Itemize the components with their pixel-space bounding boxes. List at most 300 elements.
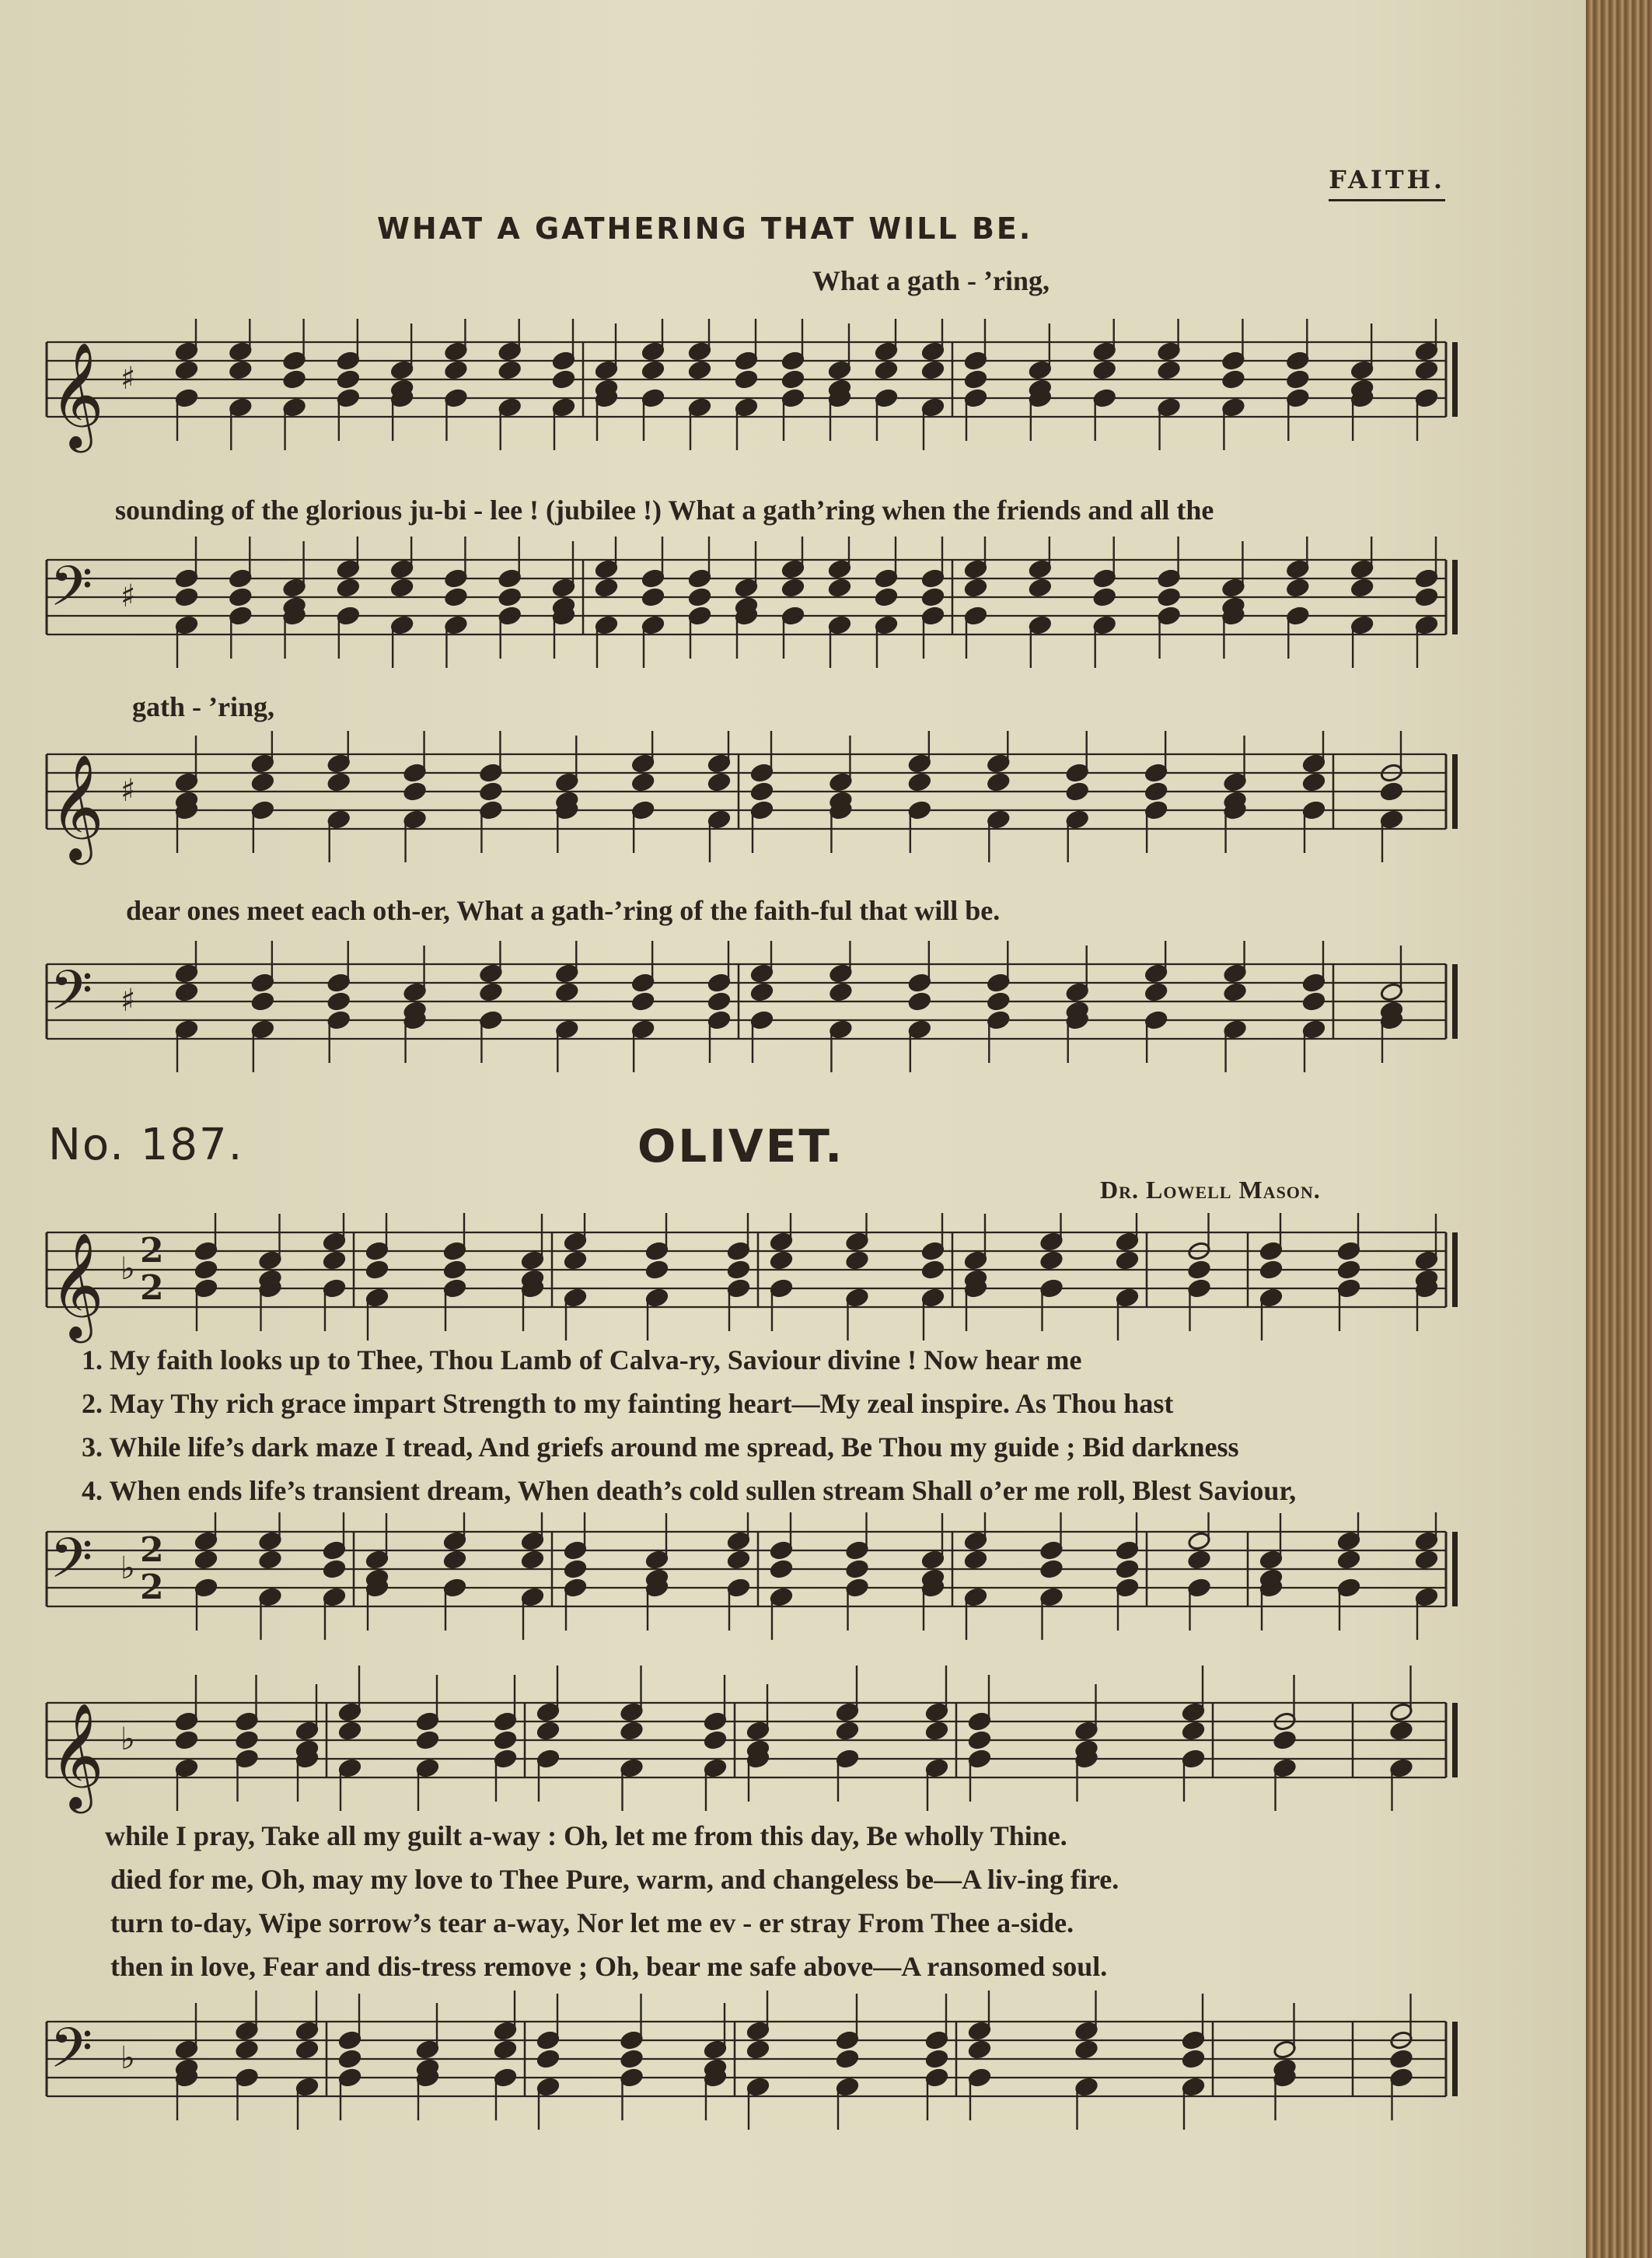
note-head — [829, 982, 853, 1002]
note-head — [282, 397, 306, 418]
note-head — [595, 559, 619, 579]
note-head — [987, 772, 1011, 792]
note-head — [251, 991, 275, 1012]
note-head — [175, 360, 199, 380]
note-head — [875, 388, 899, 408]
note-head — [390, 360, 414, 380]
note-head — [968, 1730, 992, 1750]
verse-line: died for me, Oh, may my love to Thee Pure, warm, and changeless be—A liv-ing fire. — [110, 1864, 1119, 1895]
note-head — [1074, 1721, 1098, 1741]
note-head — [444, 587, 468, 607]
note-head — [416, 1758, 440, 1778]
verse-line: 1. My faith looks up to Thee, Thou Lamb of Calva-ry, Saviour divine ! Now hear me — [82, 1344, 1082, 1375]
note-head — [479, 982, 503, 1002]
note-head — [194, 1260, 218, 1280]
note-head — [845, 1578, 869, 1598]
note-head — [829, 1019, 853, 1040]
note-head — [908, 800, 932, 820]
flat-icon: ♭ — [120, 1251, 135, 1287]
note-head — [498, 606, 522, 626]
note-head — [1157, 360, 1181, 380]
note-head — [921, 587, 945, 607]
final-barline — [1452, 754, 1458, 829]
note-head — [258, 1587, 282, 1607]
note-head — [645, 1241, 669, 1261]
note-head — [1302, 1019, 1326, 1040]
note-head — [494, 2040, 518, 2060]
note-head — [1350, 578, 1374, 598]
note-head — [845, 1559, 869, 1579]
note-head — [555, 963, 579, 984]
note-head — [1065, 982, 1089, 1002]
note-head — [750, 800, 774, 820]
final-barline — [1452, 342, 1458, 417]
note-head — [1221, 369, 1245, 390]
note-head — [645, 1260, 669, 1280]
note-head — [390, 559, 414, 579]
note-head — [1116, 1559, 1140, 1579]
note-head — [1029, 615, 1053, 635]
note-head — [987, 973, 1011, 993]
note-head — [964, 1531, 988, 1551]
note-head — [836, 2077, 860, 2097]
note-head — [620, 1758, 644, 1778]
note-head — [1221, 397, 1245, 418]
note-head — [175, 1711, 199, 1732]
note-head — [251, 772, 275, 792]
note-head — [707, 809, 732, 830]
treble-clef-icon: 𝄞 — [50, 1701, 104, 1809]
note-head — [1302, 973, 1326, 993]
verse-line: 4. When ends life’s transient dream, When death’s cold sullen stream Shall o’er me roll, Blest Saviour, — [82, 1475, 1297, 1506]
note-head — [1286, 351, 1310, 371]
note-head — [258, 1250, 282, 1271]
note-head — [295, 1721, 320, 1741]
note-head — [1286, 369, 1310, 390]
note-head — [444, 615, 468, 635]
note-head — [229, 341, 253, 362]
note-head — [337, 351, 361, 371]
note-head — [836, 1721, 860, 1741]
music-staff-bass-3 — [0, 1512, 1586, 1652]
lyric-line: sounding of the glorious ju-bi - lee ! (jubilee !) What a gath’ring when the friends and all the — [115, 495, 1214, 526]
note-head — [416, 1711, 440, 1732]
note-head — [1039, 1250, 1063, 1271]
note-head — [323, 1278, 347, 1299]
note-head — [1415, 388, 1439, 408]
note-head — [875, 341, 899, 362]
note-head — [552, 397, 576, 418]
verse-line: 3. While life’s dark maze I tread, And griefs around me spread, Be Thou my guide ; Bid darkness — [82, 1431, 1239, 1463]
note-head — [338, 2030, 362, 2050]
note-head — [338, 1702, 362, 1722]
note-head — [443, 1550, 467, 1570]
music-staff-treble-2 — [0, 731, 1586, 894]
note-head — [727, 1550, 751, 1570]
note-head — [836, 2049, 860, 2069]
note-head — [704, 1758, 728, 1778]
note-head — [1116, 1232, 1140, 1252]
note-head — [365, 1260, 389, 1280]
note-head — [536, 2030, 561, 2050]
note-head — [746, 2077, 770, 2097]
note-head — [416, 2040, 440, 2060]
note-head — [631, 1019, 655, 1040]
note-head — [925, 1702, 949, 1722]
note-head — [770, 1232, 794, 1252]
note-head — [338, 2049, 362, 2069]
sharp-icon: ♯ — [120, 983, 136, 1019]
note-head — [688, 341, 712, 362]
note-head — [707, 1010, 732, 1030]
note-head — [770, 1278, 794, 1299]
treble-clef-icon: 𝄞 — [50, 1231, 104, 1338]
note-head — [641, 587, 665, 607]
note-head — [337, 369, 361, 390]
note-head — [968, 1749, 992, 1769]
note-head — [1039, 1540, 1063, 1561]
note-head — [727, 1241, 751, 1261]
note-head — [1144, 781, 1168, 802]
note-head — [479, 763, 503, 783]
sharp-icon: ♯ — [120, 578, 136, 614]
note-head — [707, 973, 732, 993]
note-head — [175, 341, 199, 362]
note-head — [323, 1232, 347, 1252]
note-head — [498, 587, 522, 607]
note-head — [688, 568, 712, 589]
note-head — [727, 1531, 751, 1551]
note-head — [964, 388, 988, 408]
note-head — [1074, 2021, 1098, 2041]
note-head — [1380, 982, 1404, 1002]
note-head — [1337, 1578, 1361, 1598]
note-head — [707, 772, 732, 792]
note-head — [258, 1550, 282, 1570]
note-head — [443, 1278, 467, 1299]
music-staff-bass-1 — [0, 537, 1586, 700]
note-head — [964, 369, 988, 390]
note-head — [194, 1550, 218, 1570]
note-head — [1286, 606, 1310, 626]
bass-clef-icon: 𝄢 — [50, 2016, 93, 2094]
note-head — [175, 772, 199, 792]
note-head — [875, 615, 899, 635]
note-head — [235, 1730, 259, 1750]
note-head — [536, 2049, 561, 2069]
note-head — [704, 2040, 728, 2060]
note-head — [1092, 360, 1116, 380]
final-barline — [1452, 2022, 1458, 2096]
note-head — [323, 1559, 347, 1579]
note-head — [750, 982, 774, 1002]
note-head — [845, 1232, 869, 1252]
note-head — [964, 1587, 988, 1607]
note-head — [194, 1241, 218, 1261]
note-head — [1029, 360, 1053, 380]
note-head — [1223, 1019, 1247, 1040]
note-head — [1116, 1250, 1140, 1271]
note-head — [235, 1749, 259, 1769]
note-head — [828, 578, 852, 598]
note-head — [1065, 781, 1089, 802]
note-head — [620, 1721, 644, 1741]
note-head — [564, 1540, 588, 1561]
note-head — [770, 1587, 794, 1607]
note-head — [251, 800, 275, 820]
note-head — [338, 1721, 362, 1741]
note-head — [194, 1578, 218, 1598]
note-head — [229, 397, 253, 418]
final-barline — [1452, 1703, 1458, 1777]
note-head — [390, 615, 414, 635]
note-head — [444, 568, 468, 589]
note-head — [295, 2021, 320, 2041]
note-head — [1259, 1260, 1284, 1280]
time-signature: 2 — [140, 1268, 164, 1308]
note-head — [921, 568, 945, 589]
note-head — [1116, 1540, 1140, 1561]
note-head — [921, 1550, 945, 1570]
note-head — [1182, 1702, 1206, 1722]
note-head — [828, 615, 852, 635]
note-head — [1065, 763, 1089, 783]
note-head — [1157, 606, 1181, 626]
lyric-line: dear ones meet each oth-er, What a gath-’ring of the faith-ful that will be. — [126, 895, 1001, 926]
note-head — [964, 1550, 988, 1570]
note-head — [1389, 1702, 1413, 1722]
note-head — [323, 1250, 347, 1271]
note-head — [175, 587, 199, 607]
final-barline — [1452, 560, 1458, 634]
lyric-line: What a gath - ’ring, — [812, 265, 1050, 296]
note-head — [390, 578, 414, 598]
note-head — [295, 2040, 320, 2060]
note-head — [338, 2068, 362, 2088]
note-head — [631, 973, 655, 993]
note-head — [1039, 1278, 1063, 1299]
note-head — [908, 1019, 932, 1040]
note-head — [595, 578, 619, 598]
note-head — [1029, 578, 1053, 598]
time-signature: 2 — [140, 1231, 164, 1271]
note-head — [564, 1559, 588, 1579]
note-head — [1029, 559, 1053, 579]
treble-clef-icon: 𝄞 — [50, 341, 104, 448]
note-head — [781, 369, 805, 390]
note-head — [1273, 1758, 1297, 1778]
note-head — [964, 559, 988, 579]
final-barline — [1452, 1532, 1458, 1606]
bass-clef-icon: 𝄢 — [50, 554, 93, 632]
note-head — [327, 973, 351, 993]
note-head — [645, 1550, 669, 1570]
note-head — [964, 606, 988, 626]
note-head — [498, 360, 522, 380]
note-head — [595, 615, 619, 635]
note-head — [1259, 1288, 1284, 1308]
note-head — [1157, 568, 1181, 589]
note-head — [641, 341, 665, 362]
note-head — [498, 568, 522, 589]
note-head — [770, 1540, 794, 1561]
note-head — [1380, 809, 1404, 830]
note-head — [908, 973, 932, 993]
composer-credit: Dr. Lowell Mason. — [1100, 1176, 1321, 1204]
note-head — [631, 753, 655, 774]
note-head — [1337, 1241, 1361, 1261]
note-head — [403, 763, 427, 783]
note-head — [908, 991, 932, 1012]
note-head — [925, 2068, 949, 2088]
note-head — [327, 772, 351, 792]
note-head — [875, 568, 899, 589]
note-head — [327, 753, 351, 774]
note-head — [921, 1260, 945, 1280]
music-staff-treble-1 — [0, 319, 1586, 482]
note-head — [235, 2021, 259, 2041]
note-head — [781, 559, 805, 579]
note-head — [229, 568, 253, 589]
note-head — [235, 2068, 259, 2088]
note-head — [845, 1288, 869, 1308]
hymn-title: WHAT A GATHERING THAT WILL BE. — [377, 211, 1033, 246]
note-head — [552, 578, 576, 598]
note-head — [964, 578, 988, 598]
note-head — [1039, 1587, 1063, 1607]
note-head — [1092, 587, 1116, 607]
note-head — [908, 753, 932, 774]
note-head — [1415, 1531, 1439, 1551]
hymn-title: OLIVET. — [637, 1120, 845, 1173]
note-head — [175, 1019, 199, 1040]
music-staff-treble-3 — [0, 1213, 1586, 1345]
note-head — [828, 559, 852, 579]
note-head — [750, 963, 774, 984]
note-head — [1039, 1559, 1063, 1579]
note-head — [175, 388, 199, 408]
note-head — [479, 781, 503, 802]
note-head — [836, 1749, 860, 1769]
note-head — [829, 772, 853, 792]
note-head — [479, 800, 503, 820]
note-head — [175, 963, 199, 984]
note-head — [1182, 2049, 1206, 2069]
verse-line: turn to-day, Wipe sorrow’s tear a-way, Nor let me ev - er stray From Thee a-side. — [110, 1907, 1074, 1938]
music-staff-bass-2 — [0, 941, 1586, 1096]
note-head — [968, 1711, 992, 1732]
note-head — [494, 1711, 518, 1732]
note-head — [921, 606, 945, 626]
note-head — [175, 1758, 199, 1778]
note-head — [1389, 1721, 1413, 1741]
note-head — [829, 963, 853, 984]
note-head — [1415, 1250, 1439, 1271]
note-head — [1350, 615, 1374, 635]
note-head — [403, 809, 427, 830]
note-head — [735, 578, 759, 598]
note-head — [323, 1587, 347, 1607]
note-head — [337, 606, 361, 626]
music-staff-bass-4 — [0, 1991, 1586, 2130]
note-head — [552, 369, 576, 390]
note-head — [337, 578, 361, 598]
note-head — [498, 397, 522, 418]
note-head — [631, 800, 655, 820]
flat-icon: ♭ — [120, 1721, 135, 1757]
bass-clef-icon: 𝄢 — [50, 959, 93, 1036]
note-head — [770, 1250, 794, 1271]
note-head — [1116, 1288, 1140, 1308]
lyric-line: gath - ’ring, — [132, 691, 274, 722]
note-head — [925, 1758, 949, 1778]
note-head — [175, 615, 199, 635]
note-head — [750, 781, 774, 802]
note-head — [564, 1578, 588, 1598]
sharp-icon: ♯ — [120, 361, 136, 397]
note-head — [781, 606, 805, 626]
note-head — [1223, 963, 1247, 984]
note-head — [735, 351, 759, 371]
note-head — [781, 351, 805, 371]
note-head — [987, 991, 1011, 1012]
verse-line: then in love, Fear and dis-tress remove ; Oh, bear me safe above—A ransomed soul. — [110, 1951, 1108, 1982]
note-head — [521, 1531, 545, 1551]
note-head — [479, 963, 503, 984]
note-head — [327, 809, 351, 830]
note-head — [921, 1288, 945, 1308]
flat-icon: ♭ — [120, 2040, 135, 2076]
note-head — [258, 1531, 282, 1551]
note-head — [1221, 351, 1245, 371]
note-head — [735, 369, 759, 390]
note-head — [1187, 1578, 1211, 1598]
note-head — [327, 1010, 351, 1030]
note-head — [620, 2030, 644, 2050]
note-head — [641, 388, 665, 408]
note-head — [444, 360, 468, 380]
note-head — [770, 1559, 794, 1579]
note-head — [443, 1260, 467, 1280]
note-head — [641, 615, 665, 635]
note-head — [251, 1019, 275, 1040]
note-head — [494, 2021, 518, 2041]
note-head — [925, 2030, 949, 2050]
note-head — [1157, 587, 1181, 607]
note-head — [921, 1241, 945, 1261]
note-head — [444, 341, 468, 362]
book-edge — [1586, 0, 1652, 2258]
note-head — [750, 1010, 774, 1030]
note-head — [1221, 578, 1245, 598]
note-head — [1389, 2068, 1413, 2088]
note-head — [1389, 1758, 1413, 1778]
hymn-number: No. 187. — [48, 1120, 244, 1170]
note-head — [875, 360, 899, 380]
note-head — [641, 568, 665, 589]
note-head — [536, 2077, 561, 2097]
note-head — [1350, 360, 1374, 380]
note-head — [536, 1702, 561, 1722]
note-head — [1182, 2077, 1206, 2097]
note-head — [925, 2049, 949, 2069]
note-head — [836, 2030, 860, 2050]
note-head — [727, 1578, 751, 1598]
note-head — [337, 388, 361, 408]
final-barline — [1452, 1232, 1458, 1307]
note-head — [1144, 763, 1168, 783]
note-head — [620, 1702, 644, 1722]
